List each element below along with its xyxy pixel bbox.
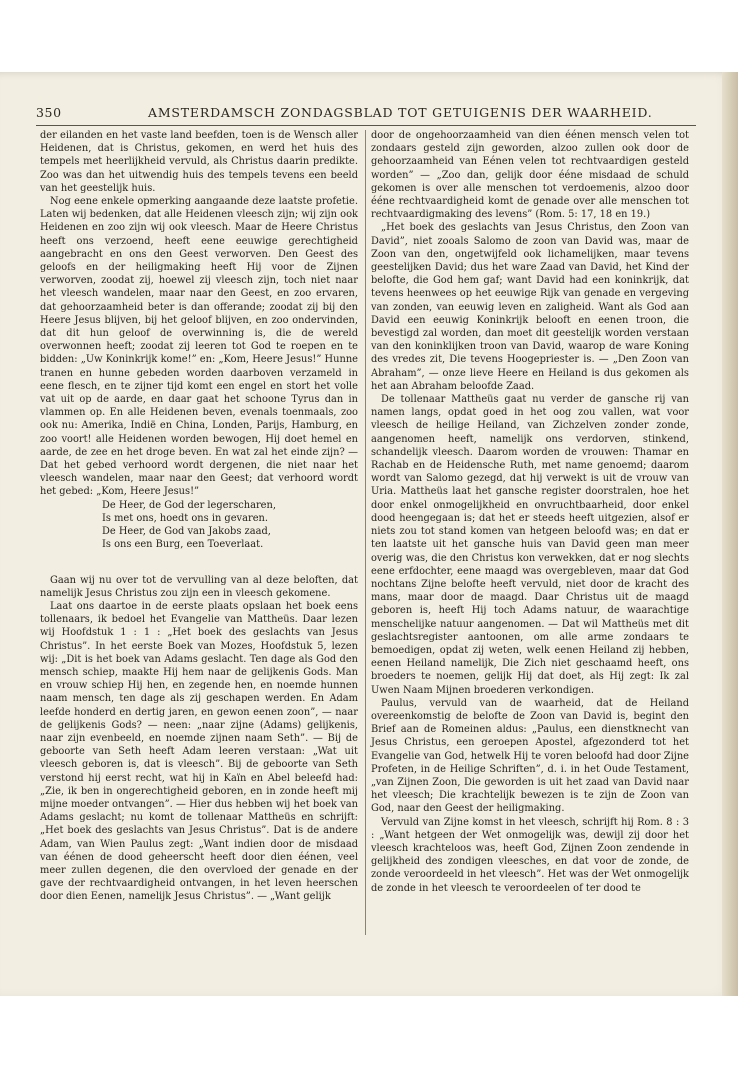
left-paragraph-3: Gaan wij nu over tot de vervulling van al deze beloften, dat namelijk Jesus Christus zou zijn een in vleesch gekomene. bbox=[40, 574, 358, 599]
right-paragraph-5: Vervuld van Zijne komst in het vleesch, schrijft hij Rom. 8 : 3 : „Want hetgeen der Wet onmogelijk was, dewijl zij door het vleesch krachteloos was, heeft God, Zijnen Zoon zendende in gelijkheid des zondigen vleesches, en dat voor de zonde, de zonde veroordeeld in het vleesch”. Het was der Wet onmogelijk de zonde in het vleesch te veroordeelen of ter dood te bbox=[371, 816, 689, 894]
section-gap bbox=[40, 552, 358, 574]
hymn-verse bbox=[102, 499, 358, 552]
right-paragraph-4: Paulus, vervuld van de waarheid, dat de Heiland overeenkomstig de belofte de Zoon van David is, begint den Brief aan de Romeinen aldus: „Paulus, een dienstknecht van Jesus Christus, een geroepen Apostel, afgezonderd tot het Evangelie van God, hetwelk Hij te voren beloofd had door Zijne Profeten, in de Heilige Schriften”, d. i. in het Oude Testament, „van Zijnen Zoon, Die geworden is uit het zaad van David naar het vleesch; Die krachtelijk bewezen is te zijn de Zoon van God, naar den Geest der heiligmaking. bbox=[371, 697, 689, 815]
hymn-line: De Heer, de God der legerscharen, bbox=[102, 499, 276, 511]
header-rule bbox=[36, 125, 696, 126]
left-paragraph-1: der eilanden en het vaste land beefden, toen is de Wensch aller Heidenen, dat is Christus, gekomen, en werd het huis des tempels met heerlijkheid vervuld, als Christus daarin predikte. Zoo was dan het uitwendig huis des tempels tevens een beeld van het geestelijk huis. bbox=[40, 130, 358, 194]
page-edge-shadow bbox=[722, 72, 738, 996]
right-paragraph-3: De tollenaar Mattheüs gaat nu verder de gansche rij van namen langs, opdat goed in het oog zou vallen, wat voor vleesch de heilige Heiland, van Zichzelven zonder zonde, aangenomen heeft, namelijk ons verdorven, stinkend, schandelijk vleesch. Daarom worden de vrouwen: Thamar en Rachab en de Heidensche Ruth, met name genoemd; daarom wordt van Salomo gezegd, dat hij verwekt is uit de vrouw van Uria. Mattheüs laat het gansche register doorstralen, hoe het door enkel onmogelijkheid en onvruchtbaarheid, door enkel dood heengegaan is; dat het er steeds heeft uitgezien, alsof er niets zou tot stand komen van hetgeen beloofd was; en dat er ten laatste uit het gansche huis van David geen man meer overig was, die den Christus kon verwekken, dat er nog slechts eene erfdochter, eene maagd was overgebleven, maar dat God nochtans Zijne belofte heeft vervuld, niet door de kracht des mans, maar door de maagd. Daar Christus uit de maagd geboren is, heeft Hij toch Adams natuur, de waarachtige menschelijke natuur aangenomen. — Dat wil Mattheüs met dit geslachtsregister aantoonen, om alle arme zondaars te bemoedigen, opdat zij weten, welk eenen Heiland zij hebben, eenen Heiland namelijk, Die Zich niet geschaamd heeft, ons broeders te noemen, gelijk Hij dat doet, als Hij zegt: Ik zal Uwen Naam Mijnen broederen verkondigen. bbox=[371, 394, 689, 696]
page-header bbox=[36, 102, 696, 122]
left-paragraph-4: Laat ons daartoe in de eerste plaats opslaan het boek eens tollenaars, ik bedoel het Evangelie van Mattheüs. Daar lezen wij Hoofdstuk 1 : 1 : „Het boek des geslachts van Jesus Christus”. In het eerste Boek van Mozes, Hoofdstuk 5, lezen wij: „Dit is het boek van Adams geslacht. Ten dage als God den mensch schiep, maakte Hij hem naar de gelijkenis Gods. Man en vrouw schiep Hij hen, en zegende hen, en noemde hunnen naam mensch, ten dage als zij geschapen werden. En Adam leefde honderd en dertig jaren, en gewon eenen zoon”, — naar de gelijkenis Gods? — neen: „naar zijne (Adams) gelijkenis, naar zijn evenbeeld, en noemde zijnen naam Seth”. — Bij de geboorte van Seth heeft Adam leeren verstaan: „Wat uit vleesch geboren is, dat is vleesch”. Bij de geboorte van Seth verstond hij eerst recht, wat hij in Kaïn en Abel beleefd had: „Zie, ik ben in ongerechtigheid geboren, en in zonde heeft mij mijne moeder ontvangen”. — Hier dus hebben wij het boek van Adams geslacht; nu komt de tollenaar Mattheüs en schrijft: „Het boek des geslachts van Jesus Christus”. Dat is de andere Adam, van Wien Paulus zegt: „Want indien door de misdaad van éénen de dood geheerscht heeft door dien éénen, veel meer zullen degenen, die den overvloed der genade en der gave der rechtvaardigheid ontvangen, in het leven heerschen door dien Eenen, namelijk Jesus Christus”. — „Want gelijk bbox=[40, 600, 358, 903]
column-divider bbox=[365, 130, 366, 935]
left-column bbox=[40, 129, 358, 904]
right-paragraph-2: „Het boek des geslachts van Jesus Christus, den Zoon van David”, niet zooals Salomo de zoon van David was, maar de Zoon van den, ongetwijfeld ook lichamelijken, maar tevens geestelijken David; dus het ware Zaad van David, het Kind der belofte, die God hem gaf; want David had een koninkrijk, dat tevens heenwees op het eeuwige Rijk van genade en vergeving van zonden, van eeuwig leven en zaligheid. Want als God aan David een eeuwig Koninkrijk belooft en eenen troon, die bevestigd zal worden, dan moet dit geestelijk worden verstaan van den koninklijken troon van David, waarop de ware Koning des vredes zit, Die tevens Hoogepriester is. — „Den Zoon van Abraham”, — onze lieve Heere en Heiland is dus gekomen als het aan Abraham beloofde Zaad. bbox=[371, 222, 689, 392]
right-paragraph-1: door de ongehoorzaamheid van dien éénen mensch velen tot zondaars gesteld zijn geworden, alzoo zullen ook door de gehoorzaamheid van Eénen velen tot rechtvaardigen gesteld worden” — „Zoo dan, gelijk door ééne misdaad de schuld gekomen is over alle menschen tot verdoemenis, alzoo door ééne rechtvaardigheid komt de genade over alle menschen tot rechtvaardigmaking des levens” (Rom. 5: 17, 18 en 19.) bbox=[371, 130, 689, 221]
right-column bbox=[371, 129, 689, 895]
hymn-line: Is met ons, hoedt ons in gevaren. bbox=[102, 512, 268, 524]
left-paragraph-2: Nog eene enkele opmerking aangaande deze laatste profetie. Laten wij bedenken, dat alle Heidenen vleesch zijn; wij zijn ook Heidenen en zoo zijn wij ook vleesch. Maar de Heere Christus heeft ons verzoend, heeft eene eeuwige gerechtigheid aangebracht en ons den Geest verworven. Den Geest des geloofs en der heiligmaking heeft Hij voor de Zijnen verworven, zoodat zij, hoewel zij vleesch zijn, toch niet naar het vleesch wandelen, maar naar den Geest, en zoo ervaren, dat gehoorzaamheid beter is dan offerande; zoodat zij bij den Heere Jesus blijven, bij het geloof blijven, en zoo ondervinden, dat dit hun geloof de overwinning is, die de wereld overwonnen heeft; zoodat zij leeren tot God te roepen en te bidden: „Uw Koninkrijk kome!” en: „Kom, Heere Jesus!” Hunne tranen en hunne gebeden worden daarboven verzameld in eene flesch, en te zijner tijd komt een engel en stort het volle vat uit op de aarde, en daar gaat het schoone Tyrus dan in vlammen op. En alle Heidenen beven, evenals toenmaals, zoo ook nu: Amerika, Indië en China, Londen, Parijs, Hamburg, en zoo voort! alle Heidenen worden bewogen, Hij doet hemel en aarde, de zee en het droge beven. En wat zal het einde zijn? — Dat het gebed verhoord wordt dergenen, die niet naar het vleesch wandelen, maar naar den Geest; dat verhoord wordt het gebed: „Kom, Heere Jesus!” bbox=[40, 196, 358, 498]
hymn-line: Is ons een Burg, een Toeverlaat. bbox=[102, 539, 264, 551]
hymn-line: De Heer, de God van Jakobs zaad, bbox=[102, 526, 271, 538]
page-number: 350 bbox=[36, 105, 62, 120]
running-title: AMSTERDAMSCH ZONDAGSBLAD TOT GETUIGENIS DER WAARHEID. bbox=[148, 105, 653, 120]
